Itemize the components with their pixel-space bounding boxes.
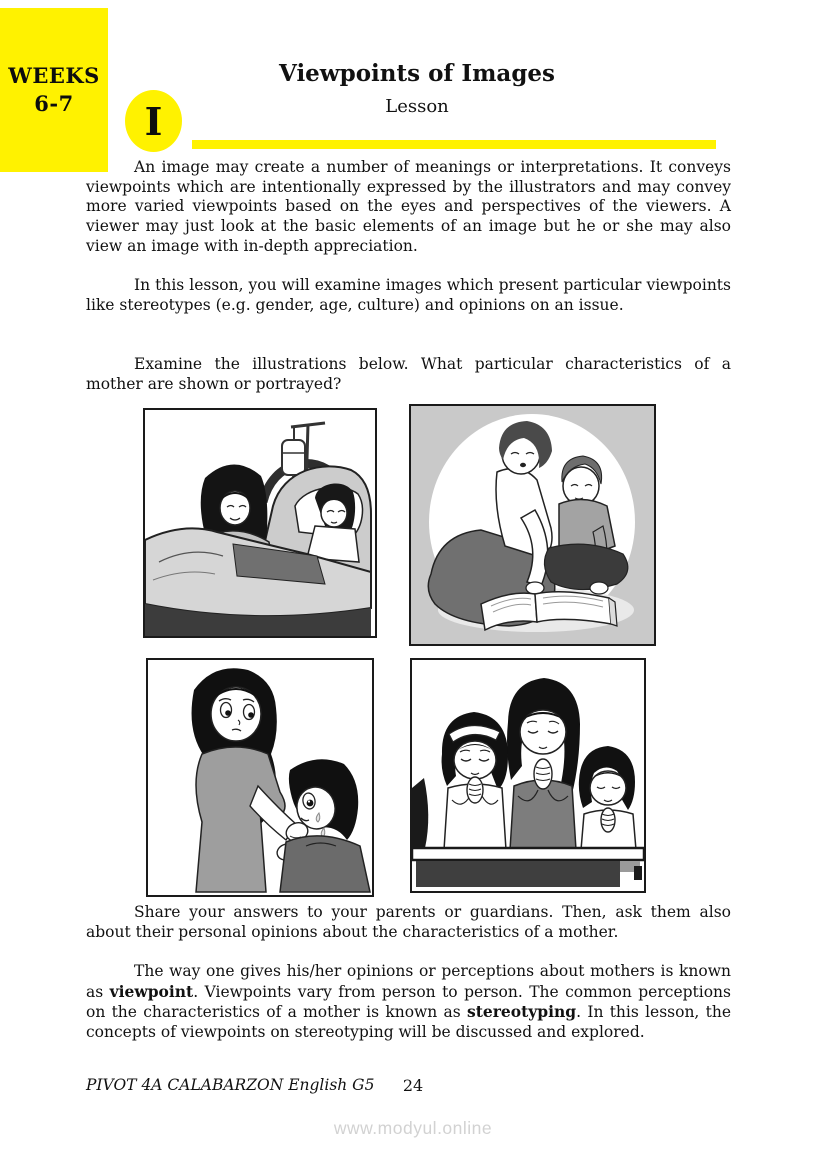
lesson-numeral: I (144, 98, 163, 144)
p5-text-2: . Viewpoints vary from person to person. The common perceptions on the characteristics of a mother is known as (86, 982, 731, 1022)
illustration-mother-comforting (146, 658, 374, 897)
church-pew (412, 848, 644, 887)
weeks-badge-line2: 6-7 (34, 91, 74, 116)
page-number: 24 (402, 1076, 424, 1095)
hospital-scene-drawing (145, 410, 375, 636)
p5-text-1: The way one gives his/her opinions or perceptions about mothers is known as (86, 962, 731, 1001)
weeks-badge (0, 8, 108, 172)
paragraph-examine-prompt: Examine the illustrations below. What particular characteristics of a mother are shown or portrayed? (86, 355, 731, 393)
paragraph-share-answers: Share your answers to your parents or guardians. Then, ask them also about their personal opinions about the characteristics of a mother. (86, 903, 731, 941)
footer-module-label: PIVOT 4A CALABARZON English G5 (86, 1076, 375, 1094)
header-divider-bar (192, 140, 716, 149)
term-viewpoint: viewpoint (109, 981, 194, 1001)
watermark-url: www.modyul.online (333, 1118, 493, 1138)
praying-mother-figure (507, 678, 580, 850)
reading-scene-drawing (411, 406, 654, 644)
term-stereotyping: stereotyping (467, 1002, 577, 1022)
lesson-label: Lesson (385, 96, 449, 117)
comforting-scene-drawing (148, 660, 372, 895)
weeks-badge-line1: WEEKS (8, 62, 100, 88)
illustration-mother-reading (409, 404, 656, 646)
paragraph-lesson-scope: In this lesson, you will examine images which present particular viewpoints like stereotypes (e.g. gender, age, culture) and opinions on an issue. (86, 276, 731, 314)
paragraph-viewpoint-definition (86, 962, 731, 1043)
praying-boy-figure (579, 746, 636, 850)
p5-text-3: . In this lesson, the concepts of viewpoints on stereotyping will be discussed and explored. (86, 1003, 731, 1042)
praying-scene-drawing (412, 660, 644, 891)
lesson-numeral-badge (125, 90, 182, 152)
illustration-mother-hospital (143, 408, 377, 638)
illustration-family-praying (410, 658, 646, 893)
partial-figure (412, 778, 428, 848)
paragraph-intro: An image may create a number of meanings or interpretations. It conveys viewpoints which are intentionally expressed by the illustrators and may convey more varied viewpoints based on the eyes and perspectives of the viewers. A viewer may just look at the basic elements of an image but he or she may also view an image with in-depth appreciation. (86, 158, 731, 255)
page-title: Viewpoints of Images (279, 60, 555, 87)
